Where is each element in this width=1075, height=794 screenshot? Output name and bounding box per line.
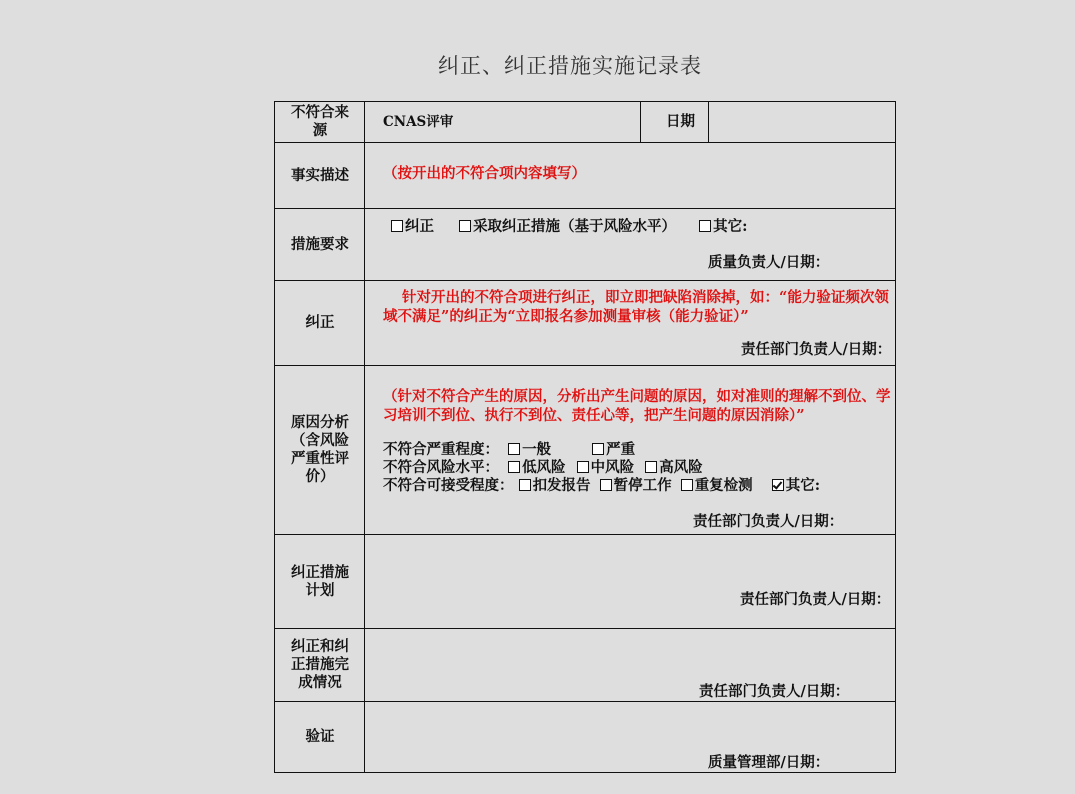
risk-label: 不符合风险水平： (383, 459, 499, 476)
severity-option-general[interactable] (508, 441, 551, 459)
risk-option-medium[interactable] (577, 459, 635, 477)
source-label: 不符合来源 (291, 104, 349, 139)
checkbox-icon[interactable] (600, 479, 612, 491)
measure-options (391, 218, 747, 236)
department-head-signature[interactable]: 责任部门负责人/日期： (741, 341, 892, 358)
fact-description-label: 事实描述 (291, 166, 349, 184)
option-label: 其它: (785, 477, 821, 494)
option-label: 高风险 (659, 459, 703, 476)
checkbox-icon[interactable] (681, 479, 693, 491)
department-head-signature[interactable]: 责任部门负责人/日期： (740, 591, 891, 608)
department-head-signature[interactable]: 责任部门负责人/日期： (699, 683, 850, 700)
checkbox-icon[interactable] (519, 479, 531, 491)
row-divider (275, 142, 895, 143)
option-label: 中风险 (590, 459, 635, 476)
risk-option-low[interactable] (508, 459, 566, 477)
row-divider (275, 208, 895, 209)
corrective-plan-label: 纠正措施计划 (291, 563, 349, 599)
severity-row (383, 441, 635, 459)
source-value[interactable]: CNAS评审 (383, 114, 454, 130)
record-form-table (274, 101, 896, 773)
cause-analysis-text[interactable]: （针对不符合产生的原因，分析出产生问题的原因，如对准则的理解不到位、学习培训不到位、执行不到位、责任心等，把产生问题的原因消除）” (383, 388, 891, 424)
completion-status-label: 纠正和纠正措施完成情况 (291, 638, 349, 691)
risk-row (383, 459, 703, 477)
option-label: 扣发报告 (532, 477, 591, 494)
option-label: 低风险 (522, 459, 566, 476)
fact-description-text[interactable]: （按开出的不符合项内容填写） (383, 165, 586, 182)
cause-analysis-label: 原因分析（含风险严重性评价） (291, 414, 349, 485)
option-corrective-action[interactable] (459, 218, 676, 236)
form-title: 纠正、纠正措施实施记录表 (438, 54, 702, 78)
option-label: 重复检测 (694, 477, 753, 494)
quality-manager-signature[interactable]: 质量负责人/日期： (708, 254, 830, 271)
department-head-signature[interactable]: 责任部门负责人/日期： (693, 513, 844, 530)
quality-department-signature[interactable]: 质量管理部/日期： (708, 754, 830, 771)
severity-label: 不符合严重程度： (383, 441, 499, 458)
correction-label: 纠正 (305, 314, 335, 331)
date-label-right-divider (708, 102, 709, 142)
correction-text[interactable]: 针对开出的不符合项进行纠正，即立即把缺陷消除掉，如：“能力验证频次领域不满足”的纠正为“立即报名参加测量审核（能力验证）” (383, 289, 889, 325)
option-label: 采取纠正措施（基于风险水平） (473, 218, 677, 235)
checkbox-icon[interactable] (577, 461, 589, 473)
accept-option-other[interactable] (772, 477, 820, 495)
risk-option-high[interactable] (645, 459, 703, 477)
option-label: 一般 (522, 441, 552, 458)
checkbox-icon[interactable] (645, 461, 657, 473)
accept-option-suspend-work[interactable] (600, 477, 672, 495)
acceptability-row (383, 477, 820, 495)
row-divider (275, 365, 895, 366)
option-other[interactable] (699, 218, 747, 236)
row-divider (275, 280, 895, 281)
checkbox-icon[interactable] (459, 220, 471, 232)
option-label: 暂停工作 (613, 477, 672, 494)
acceptability-label: 不符合可接受程度： (383, 477, 514, 494)
accept-option-withhold-report[interactable] (519, 477, 591, 495)
row-divider (275, 628, 895, 629)
option-label: 其它: (713, 218, 748, 235)
checkbox-icon[interactable] (508, 461, 520, 473)
option-label: 严重 (606, 441, 636, 458)
checked-checkbox-icon[interactable] (772, 479, 784, 491)
option-correction[interactable] (391, 218, 434, 236)
measure-requirement-label: 措施要求 (291, 235, 349, 253)
row-divider (275, 534, 895, 535)
checkbox-icon[interactable] (508, 443, 520, 455)
option-label: 纠正 (405, 218, 434, 235)
severity-option-serious[interactable] (592, 441, 635, 459)
checkbox-icon[interactable] (699, 220, 711, 232)
date-label-left-divider (640, 102, 641, 142)
accept-option-retest[interactable] (681, 477, 753, 495)
verification-label: 验证 (305, 728, 335, 745)
checkbox-icon[interactable] (391, 220, 403, 232)
date-label: 日期 (666, 113, 695, 130)
row-divider (275, 701, 895, 702)
checkbox-icon[interactable] (592, 443, 604, 455)
